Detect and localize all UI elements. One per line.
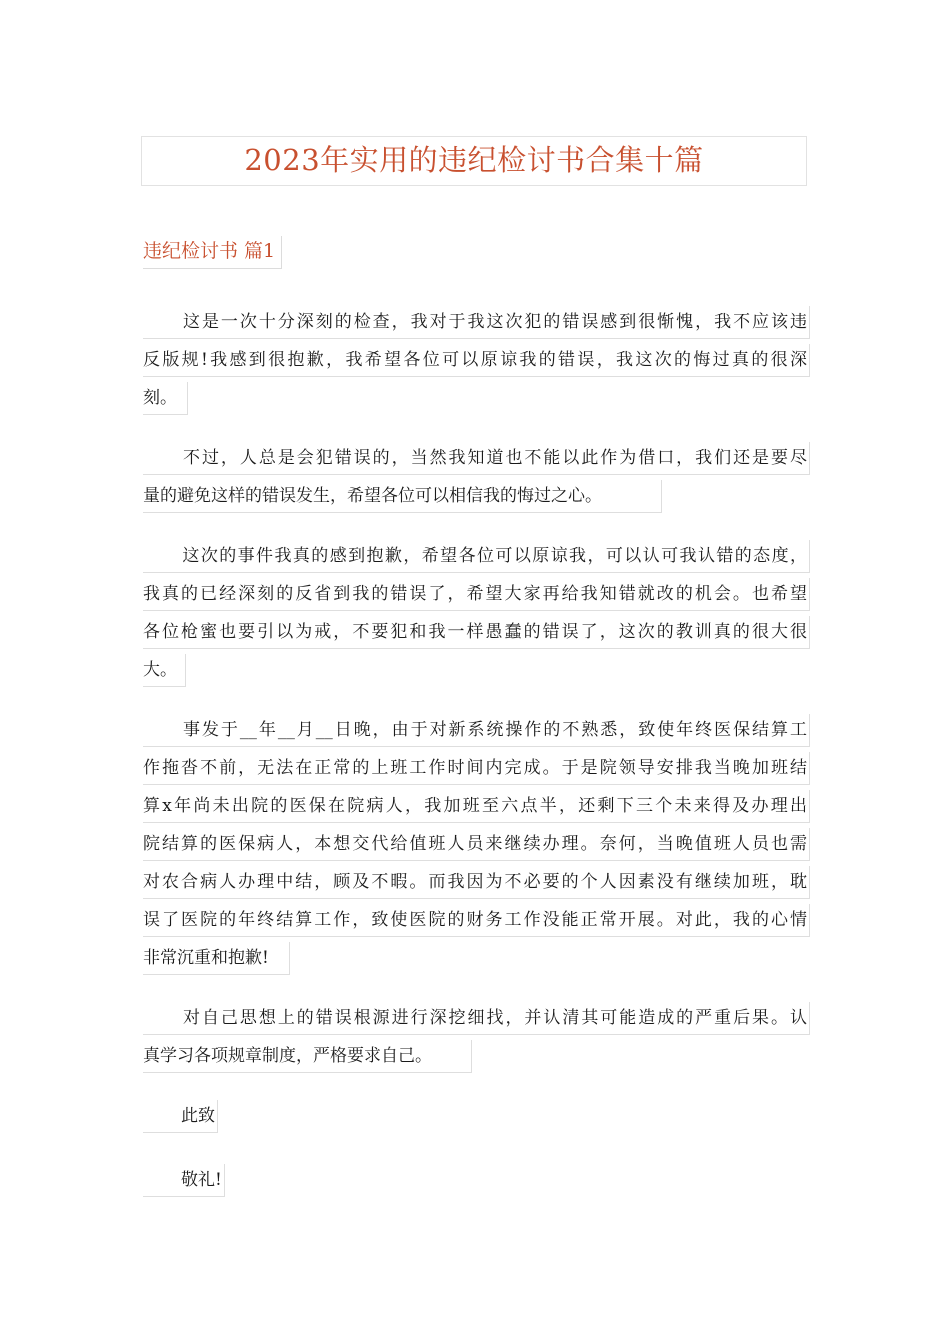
- paragraph-line: 作拖沓不前，无法在正常的上班工作时间内完成。于是院领导安排我当晚加班结: [143, 752, 807, 790]
- paragraph-2: [143, 442, 807, 518]
- paragraph-line: 院结算的医保病人，本想交代给值班人员来继续办理。奈何，当晚值班人员也需: [143, 828, 807, 866]
- closing-line: 敬礼!: [143, 1164, 807, 1202]
- document-body: [143, 306, 807, 1228]
- document-title-box: [141, 136, 807, 186]
- closing-regards: [143, 1164, 807, 1202]
- paragraph-line: 刻。: [143, 382, 807, 420]
- paragraph-line: 对农合病人办理中结，顾及不暇。而我因为不必要的个人因素没有继续加班，耽: [143, 866, 807, 904]
- paragraph-3: [143, 540, 807, 692]
- paragraph-line: 真学习各项规章制度，严格要求自己。: [143, 1040, 807, 1078]
- paragraph-line: 这是一次十分深刻的检查，我对于我这次犯的错误感到很惭愧，我不应该违: [143, 306, 807, 344]
- paragraph-line: 算x年尚未出院的医保在院病人，我加班至六点半，还剩下三个未来得及办理出: [143, 790, 807, 828]
- paragraph-line: 我真的已经深刻的反省到我的错误了，希望大家再给我知错就改的机会。也希望: [143, 578, 807, 616]
- paragraph-line: 反版规!我感到很抱歉，我希望各位可以原谅我的错误，我这次的悔过真的很深: [143, 344, 807, 382]
- section-heading: 违纪检讨书 篇1: [143, 236, 282, 269]
- closing-line: 此致: [143, 1100, 807, 1138]
- paragraph-line: 不过，人总是会犯错误的，当然我知道也不能以此作为借口，我们还是要尽: [143, 442, 807, 480]
- closing-salutation: [143, 1100, 807, 1138]
- paragraph-line: 量的避免这样的错误发生，希望各位可以相信我的悔过之心。: [143, 480, 807, 518]
- paragraph-1: [143, 306, 807, 420]
- document-title: 2023年实用的违纪检讨书合集十篇: [244, 143, 704, 177]
- paragraph-line: 大。: [143, 654, 807, 692]
- paragraph-4: [143, 714, 807, 980]
- paragraph-5: [143, 1002, 807, 1078]
- paragraph-line: 对自己思想上的错误根源进行深挖细找，并认清其可能造成的严重后果。认: [143, 1002, 807, 1040]
- paragraph-line: 这次的事件我真的感到抱歉，希望各位可以原谅我，可以认可我认错的态度，: [143, 540, 807, 578]
- paragraph-line: 误了医院的年终结算工作，致使医院的财务工作没能正常开展。对此，我的心情: [143, 904, 807, 942]
- paragraph-line: 各位枪蜜也要引以为戒，不要犯和我一样愚蠢的错误了，这次的教训真的很大很: [143, 616, 807, 654]
- paragraph-line: 事发于__年__月__日晚，由于对新系统操作的不熟悉，致使年终医保结算工: [143, 714, 807, 752]
- paragraph-line: 非常沉重和抱歉!: [143, 942, 807, 980]
